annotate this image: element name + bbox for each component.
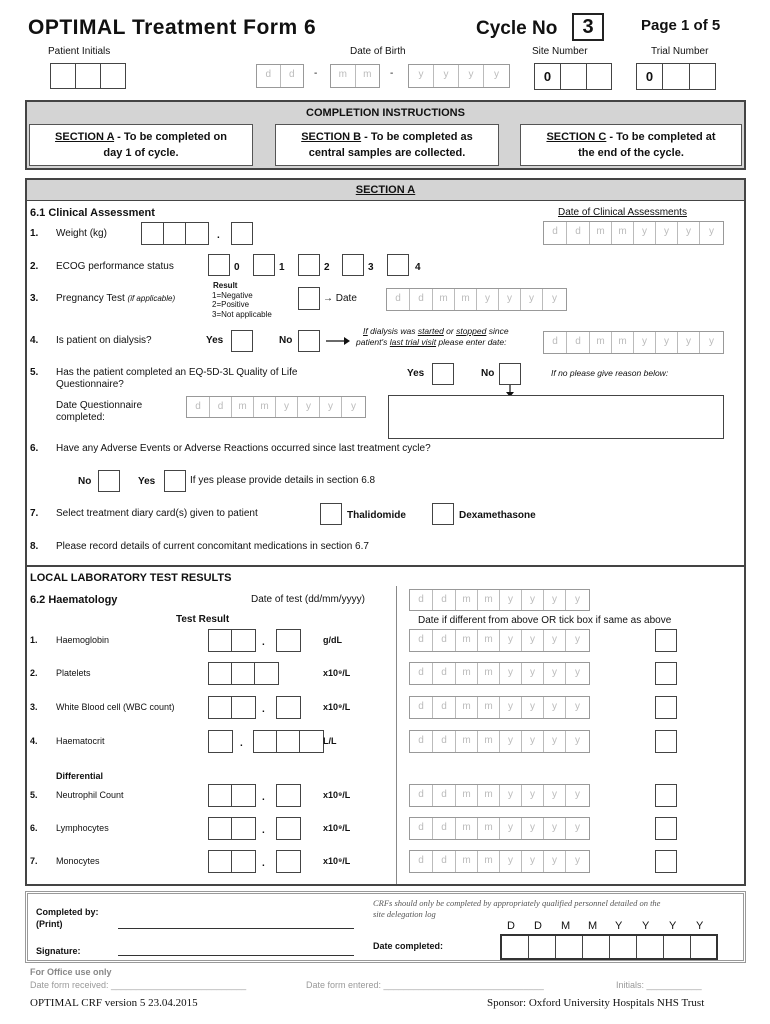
dialysis-date-field[interactable]: d d m m y y y y: [543, 331, 724, 354]
date-completed-letter: M: [588, 920, 598, 932]
instructions-heading: COMPLETION INSTRUCTIONS: [306, 107, 465, 119]
q4-number: 4.: [30, 335, 39, 346]
result-title: Result: [213, 281, 238, 290]
dexamethasone-label: Dexamethasone: [459, 510, 536, 521]
dialysis-no-label: No: [279, 335, 293, 346]
arrow-right-icon: [326, 336, 350, 346]
date-completed-letter: Y: [642, 920, 650, 932]
test-result-heading: Test Result: [176, 614, 230, 625]
lab-row-number: 3.: [30, 702, 38, 712]
lab-row-decimal-field[interactable]: [276, 817, 301, 840]
q7-number: 7.: [30, 508, 39, 519]
q6-number: 6.: [30, 443, 39, 454]
q8-number: 8.: [30, 541, 39, 552]
lab-row-label: Haemoglobin: [56, 635, 110, 645]
lab-row-value-field[interactable]: [208, 730, 233, 753]
ae-no-checkbox[interactable]: [98, 470, 120, 492]
lab-row-value-field[interactable]: [208, 662, 279, 685]
lab-row-value-field[interactable]: [208, 696, 256, 719]
lab-heading: LOCAL LABORATORY TEST RESULTS: [30, 572, 232, 584]
q5-label-line1: Has the patient completed an EQ-5D-3L Quality of Life: [56, 367, 298, 378]
eq5d-yes-checkbox[interactable]: [432, 363, 454, 385]
date-completed-letter: D: [507, 920, 515, 932]
completed-by-line[interactable]: [118, 928, 354, 929]
q2-number: 2.: [30, 261, 39, 272]
pregnancy-date-label: → Date: [323, 293, 357, 304]
lab-row-same-date-checkbox[interactable]: [655, 629, 677, 652]
lab-row-date-field[interactable]: d d m m y y y y: [409, 817, 590, 840]
result-option-2: 2=Positive: [212, 300, 250, 309]
ae-yes-checkbox[interactable]: [164, 470, 186, 492]
print-label: (Print): [36, 919, 63, 929]
thalidomide-label: Thalidomide: [347, 510, 406, 521]
patient-initials-label: Patient Initials: [48, 46, 111, 57]
date-completed-letter: Y: [615, 920, 623, 932]
ecog-1-label: 1: [279, 262, 285, 273]
lab-row-date-field[interactable]: d d m m y y y y: [409, 784, 590, 807]
eq5d-reason-note: If no please give reason below:: [551, 368, 669, 378]
q5-date-label-2: completed:: [56, 412, 105, 423]
differential-label: Differential: [56, 771, 104, 781]
q7-label: Select treatment diary card(s) given to patient: [56, 508, 258, 519]
date-completed-field[interactable]: [500, 934, 718, 960]
lab-row-label: Haematocrit: [56, 736, 105, 746]
pregnancy-result-field[interactable]: [298, 287, 320, 310]
lab-row-value-field[interactable]: [208, 784, 256, 807]
lab-row-unit: x10⁹/L: [323, 668, 351, 678]
trial-number-field[interactable]: 0: [636, 63, 716, 90]
ae-yes-label: Yes: [138, 476, 156, 487]
q1-label: Weight (kg): [56, 228, 107, 239]
site-number-label: Site Number: [532, 46, 588, 57]
lab-row-number: 4.: [30, 736, 38, 746]
ecog-4-checkbox[interactable]: [387, 254, 409, 276]
page-number: Page 1 of 5: [641, 17, 721, 34]
result-option-1: 1=Negative: [212, 291, 253, 300]
lab-row-number: 5.: [30, 790, 38, 800]
lab-row-same-date-checkbox[interactable]: [655, 850, 677, 873]
lab-row-decimal-point: .: [262, 858, 265, 869]
q1-number: 1.: [30, 228, 39, 239]
q3-number: 3.: [30, 293, 39, 304]
clinical-date-label: Date of Clinical Assessments: [558, 207, 687, 218]
eq5d-no-checkbox[interactable]: [499, 363, 521, 385]
sponsor-label: Sponsor: Oxford University Hospitals NHS Trust: [487, 997, 705, 1009]
ecog-0-label: 0: [234, 262, 240, 273]
dob-year-field[interactable]: y y y y: [408, 64, 510, 88]
lab-row-date-field[interactable]: d d m m y y y y: [409, 629, 590, 652]
dob-dash-1: -: [314, 68, 318, 79]
dialysis-note-line1: If dialysis was started or stopped since: [363, 326, 509, 336]
eq5d-yes-label: Yes: [407, 368, 425, 379]
date-of-test-label: Date of test (dd/mm/yyyy): [251, 594, 365, 605]
date-completed-label: Date completed:: [373, 941, 444, 951]
site-number-field[interactable]: 0: [534, 63, 612, 90]
ecog-2-checkbox[interactable]: [298, 254, 320, 276]
lab-row-decimal-point: .: [262, 792, 265, 803]
ecog-2-label: 2: [324, 262, 330, 273]
q2-label: ECOG performance status: [56, 261, 174, 272]
lab-row-same-date-checkbox[interactable]: [655, 662, 677, 685]
dialysis-yes-label: Yes: [206, 335, 224, 346]
lab-row-decimal-field[interactable]: [276, 850, 301, 873]
lab-row-same-date-checkbox[interactable]: [655, 784, 677, 807]
q3-label: Pregnancy Test (if applicable): [56, 293, 176, 304]
patient-initials-field[interactable]: [50, 63, 126, 89]
lab-divider: [27, 565, 744, 567]
weight-decimal: .: [217, 230, 220, 241]
date-of-test-field[interactable]: d d m m y y y y: [409, 589, 590, 611]
weight-field[interactable]: [141, 222, 209, 245]
date-completed-letter: D: [534, 920, 542, 932]
date-different-heading: Date if different from above OR tick box if same as above: [418, 615, 672, 626]
lab-row-value-field[interactable]: [208, 629, 256, 652]
lab-row-label: Monocytes: [56, 856, 100, 866]
result-option-3: 3=Not applicable: [212, 310, 272, 319]
crf-note-line2: site delegation log: [373, 909, 436, 919]
office-use-label: For Office use only: [30, 967, 112, 977]
lab-row-date-field[interactable]: d d m m y y y y: [409, 730, 590, 753]
lab-row-unit: x10⁹/L: [323, 790, 351, 800]
completed-by-label: Completed by:: [36, 907, 99, 917]
section-a-heading: SECTION A: [355, 184, 416, 196]
clinical-date-field[interactable]: d d m m y y y y: [543, 221, 724, 245]
q4-label: Is patient on dialysis?: [56, 335, 152, 346]
lab-row-unit: L/L: [323, 736, 337, 746]
eq5d-date-field[interactable]: d d m m y y y y: [186, 396, 366, 418]
lab-row-decimal-point: .: [262, 637, 265, 648]
lab-row-date-field[interactable]: d d m m y y y y: [409, 696, 590, 719]
lab-row-decimal-point: .: [262, 825, 265, 836]
ecog-3-checkbox[interactable]: [342, 254, 364, 276]
lab-row-label: White Blood cell (WBC count): [56, 702, 175, 712]
lab-row-number: 7.: [30, 856, 38, 866]
date-entered-label: Date form entered: ________________________________: [306, 980, 544, 990]
lab-row-label: Platelets: [56, 668, 91, 678]
crf-note-line1: CRFs should only be completed by appropriately qualified personnel detailed on the: [373, 898, 661, 908]
dob-month-field[interactable]: m m: [330, 64, 380, 88]
dialysis-yes-checkbox[interactable]: [231, 330, 253, 352]
dob-day-field[interactable]: d d: [256, 64, 304, 88]
cycle-number-value: 3: [582, 16, 594, 38]
lab-vertical-divider: [396, 586, 397, 884]
ecog-0-checkbox[interactable]: [208, 254, 230, 276]
clinical-assessment-heading: 6.1 Clinical Assessment: [30, 207, 155, 219]
lab-row-number: 2.: [30, 668, 38, 678]
weight-decimal-field[interactable]: [231, 222, 253, 245]
ecog-4-label: 4: [415, 262, 421, 273]
trial-number-label: Trial Number: [651, 46, 709, 57]
date-completed-letter: Y: [696, 920, 704, 932]
version-label: OPTIMAL CRF version 5 23.04.2015: [30, 997, 198, 1009]
lab-row-unit: g/dL: [323, 635, 342, 645]
ae-no-label: No: [78, 476, 92, 487]
dialysis-note-line2: patient's last trial visit please enter date:: [356, 337, 507, 347]
date-received-label: Date form received: ___________________________: [30, 980, 247, 990]
haematology-heading: 6.2 Haematology: [30, 594, 118, 606]
lab-row-value-field[interactable]: [208, 817, 256, 840]
section-c-instruction: SECTION C - To be completed at the end of the cycle.: [520, 124, 742, 166]
lab-row-same-date-checkbox[interactable]: [655, 730, 677, 753]
ae-yes-note: If yes please provide details in section 6.8: [190, 475, 376, 486]
ecog-1-checkbox[interactable]: [253, 254, 275, 276]
q8-label: Please record details of current concomitant medications in section 6.7: [56, 541, 369, 552]
eq5d-no-label: No: [481, 368, 495, 379]
lab-row-number: 6.: [30, 823, 38, 833]
date-completed-letter: Y: [669, 920, 677, 932]
section-b-instruction: SECTION B - To be completed as central samples are collected.: [275, 124, 499, 166]
lab-row-same-date-checkbox[interactable]: [655, 696, 677, 719]
cycle-number-field[interactable]: [572, 13, 604, 41]
lab-row-unit: x10⁹/L: [323, 856, 351, 866]
pregnancy-date-field[interactable]: d d m m y y y y: [386, 288, 567, 311]
q5-date-label-1: Date Questionnaire: [56, 400, 143, 411]
dob-label: Date of Birth: [350, 46, 406, 57]
lab-row-date-field[interactable]: d d m m y y y y: [409, 850, 590, 873]
lab-row-unit: x10⁹/L: [323, 823, 351, 833]
lab-row-same-date-checkbox[interactable]: [655, 817, 677, 840]
lab-row-decimal-point: .: [262, 704, 265, 715]
section-a-instruction: SECTION A - To be completed on day 1 of cycle.: [29, 124, 253, 166]
thalidomide-checkbox[interactable]: [320, 503, 342, 525]
lab-row-decimal-point: .: [240, 738, 243, 749]
signature-label: Signature:: [36, 946, 81, 956]
ecog-3-label: 3: [368, 262, 374, 273]
eq5d-reason-textarea[interactable]: [388, 395, 724, 439]
q5-label-line2: Questionnaire?: [56, 379, 124, 390]
dexamethasone-checkbox[interactable]: [432, 503, 454, 525]
lab-row-label: Neutrophil Count: [56, 790, 124, 800]
signature-line[interactable]: [118, 955, 354, 956]
lab-row-date-field[interactable]: d d m m y y y y: [409, 662, 590, 685]
lab-row-decimal-field[interactable]: [253, 730, 324, 753]
lab-row-unit: x10⁹/L: [323, 702, 351, 712]
dialysis-no-checkbox[interactable]: [298, 330, 320, 352]
lab-row-decimal-field[interactable]: [276, 784, 301, 807]
lab-row-label: Lymphocytes: [56, 823, 109, 833]
lab-row-decimal-field[interactable]: [276, 629, 301, 652]
section-a-frame: [25, 178, 746, 886]
form-title: OPTIMAL Treatment Form 6: [28, 16, 317, 39]
q6-label: Have any Adverse Events or Adverse Reactions occurred since last treatment cycle?: [56, 443, 431, 454]
lab-row-value-field[interactable]: [208, 850, 256, 873]
lab-row-number: 1.: [30, 635, 38, 645]
date-completed-letter: M: [561, 920, 571, 932]
dob-dash-2: -: [390, 68, 394, 79]
initials-label: Initials: ___________: [616, 980, 702, 990]
lab-row-decimal-field[interactable]: [276, 696, 301, 719]
cycle-label: Cycle No: [476, 18, 558, 39]
q5-number: 5.: [30, 367, 39, 378]
